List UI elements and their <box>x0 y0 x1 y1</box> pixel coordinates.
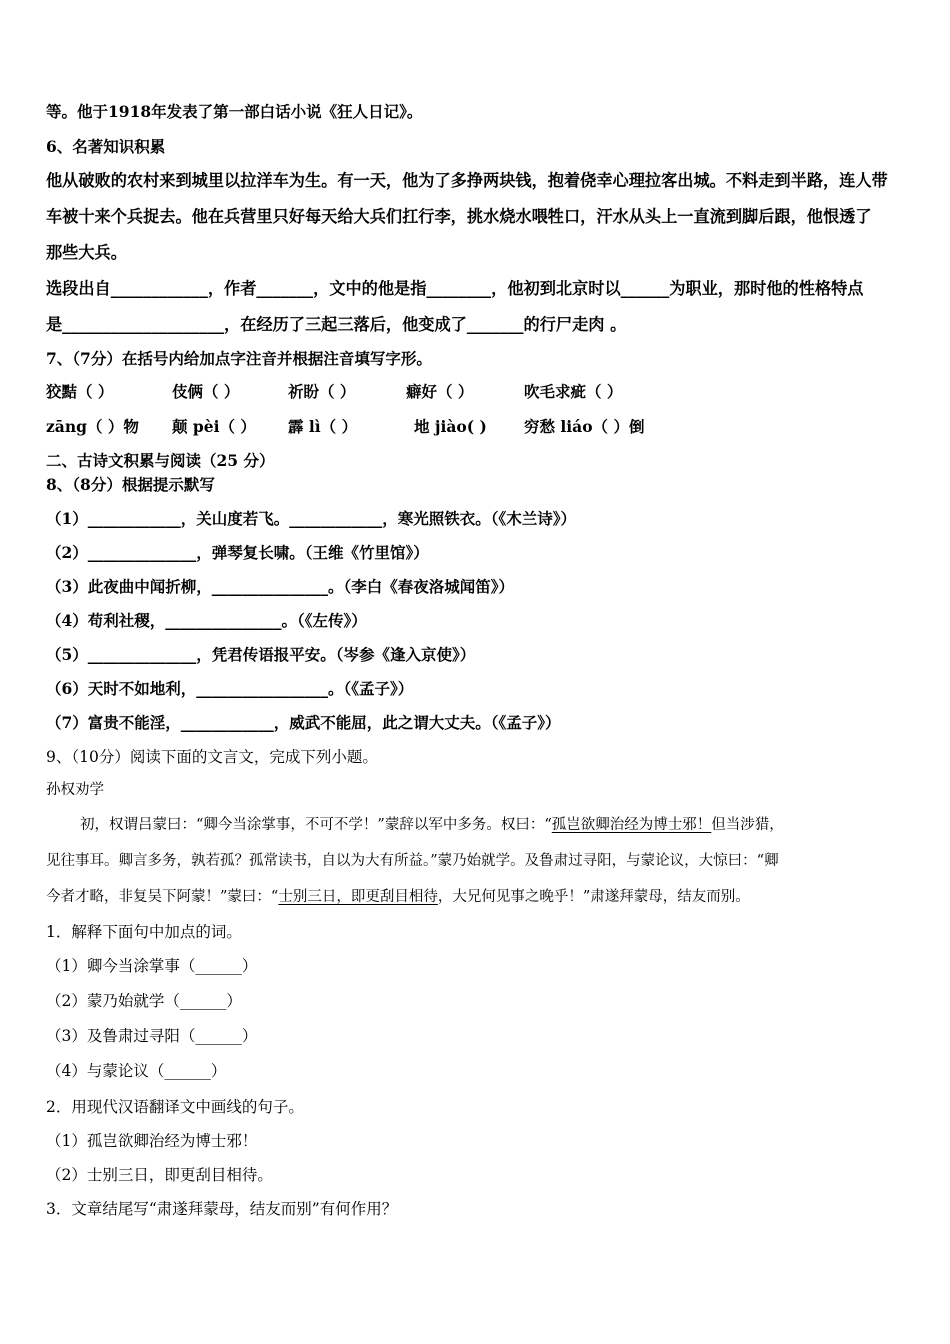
q6-heading: 6、名著知识积累 <box>46 137 166 156</box>
q8-item-1: （1）____________，关山度若飞。____________，寒光照铁衣。（《木兰诗》） <box>46 509 577 528</box>
q9-passage-line-2: 见往事耳。卿言多务，孰若孤？孤常读书，自以为大有所益。”蒙乃始就学。及鲁肃过寻阳，与蒙论议，大惊曰：“卿 <box>46 853 779 869</box>
q6-fill-line-1: 选段出自____________，作者_______，文中的他是指________，他初到北京时以______为职业，那时他的性格特点 <box>46 279 864 298</box>
q7-item: zāng（ ）物 <box>46 417 139 436</box>
q9-sub2-heading: 2．用现代汉语翻译文中画线的句子。 <box>46 1098 304 1116</box>
q6-passage-line-3: 那些大兵。 <box>46 243 127 262</box>
q9-sub1-item: （3）及鲁肃过寻阳（______） <box>46 1027 258 1045</box>
q9-sub3-heading: 3．文章结尾写“肃遂拜蒙母，结友而别”有何作用？ <box>46 1200 398 1218</box>
q9-text-title: 孙权劝学 <box>46 782 104 798</box>
q7-item: 霹 lì（ ） <box>288 417 358 436</box>
q9-passage-line-1: 初，权谓吕蒙曰：“卿今当涂掌事，不可不学！”蒙辞以军中多务。权曰：“孤岂欲卿治经为博士邪！但当涉猎， <box>80 817 784 833</box>
q6-passage-line-1: 他从破败的农村来到城里以拉洋车为生。有一天，他为了多挣两块钱，抱着侥幸心理拉客出城。不料走到半路，连人带 <box>46 171 888 190</box>
q9-passage-line-3: 今者才略，非复吴下阿蒙！”蒙曰：“士别三日，即更刮目相待，大兄何见事之晚乎！”肃遂拜蒙母，结友而别。 <box>46 889 750 905</box>
q7-row-1 <box>46 381 622 403</box>
q7-heading: 7、（7分）在括号内给加点字注音并根据注音填写字形。 <box>46 349 432 368</box>
q9-sub1-item: （2）蒙乃始就学（______） <box>46 992 242 1010</box>
underlined-sentence-1: 孤岂欲卿治经为博士邪！ <box>551 817 712 833</box>
q9-heading: 9、（10分）阅读下面的文言文，完成下列小题。 <box>46 748 378 766</box>
q6-passage-line-2: 车被十来个兵捉去。他在兵营里只好每天给大兵们扛行李，挑水烧水喂牲口，汗水从头上一直流到脚后跟，他恨透了 <box>46 207 872 226</box>
q7-item: 地 jiào( ) <box>414 417 487 436</box>
q8-item-3: （3）此夜曲中闻折柳，_______________。（李白《春夜洛城闻笛》） <box>46 577 515 596</box>
q7-item: 伎俩（ ） <box>172 382 240 401</box>
q6-fill-line-2: 是____________________，在经历了三起三落后，他变成了_______的行尸走肉 。 <box>46 315 627 334</box>
underlined-sentence-2: 士别三日，即更刮目相待 <box>278 889 438 905</box>
q8-item-7: （7）富贵不能淫，____________，威武不能屈，此之谓大丈夫。（《孟子》） <box>46 713 561 732</box>
section-2-heading: 二、古诗文积累与阅读（25 分） <box>46 451 275 470</box>
q7-item: 吹毛求疵（ ） <box>524 382 623 401</box>
q7-item: 狡黠（ ） <box>46 382 114 401</box>
q7-item: 颠 pèi（ ） <box>172 417 256 436</box>
q9-sub1-item: （4）与蒙论议（______） <box>46 1062 227 1080</box>
intro-tail: 等。他于1918年发表了第一部白话小说《狂人日记》。 <box>46 102 423 121</box>
q7-item: 祈盼（ ） <box>288 382 356 401</box>
q7-item: 穷愁 liáo（ ）倒 <box>524 417 645 436</box>
q8-item-5: （5）______________，凭君传语报平安。（岑参《逢入京使》） <box>46 645 476 664</box>
q7-item: 癖好（ ） <box>406 382 474 401</box>
q8-item-6: （6）天时不如地利，_________________。（《孟子》） <box>46 679 414 698</box>
q9-sub1-heading: 1．解释下面句中加点的词。 <box>46 923 242 941</box>
q9-sub2-item: （1）孤岂欲卿治经为博士邪！ <box>46 1132 258 1150</box>
q8-item-2: （2）______________，弹琴复长啸。（王维《竹里馆》） <box>46 543 429 562</box>
q9-sub2-item: （2）士别三日，即更刮目相待。 <box>46 1166 273 1184</box>
q8-heading: 8、（8分）根据提示默写 <box>46 475 215 494</box>
q7-row-2 <box>46 416 644 438</box>
q8-item-4: （4）苟利社稷，_______________。（《左传》） <box>46 611 367 630</box>
q9-sub1-item: （1）卿今当涂掌事（______） <box>46 957 258 975</box>
